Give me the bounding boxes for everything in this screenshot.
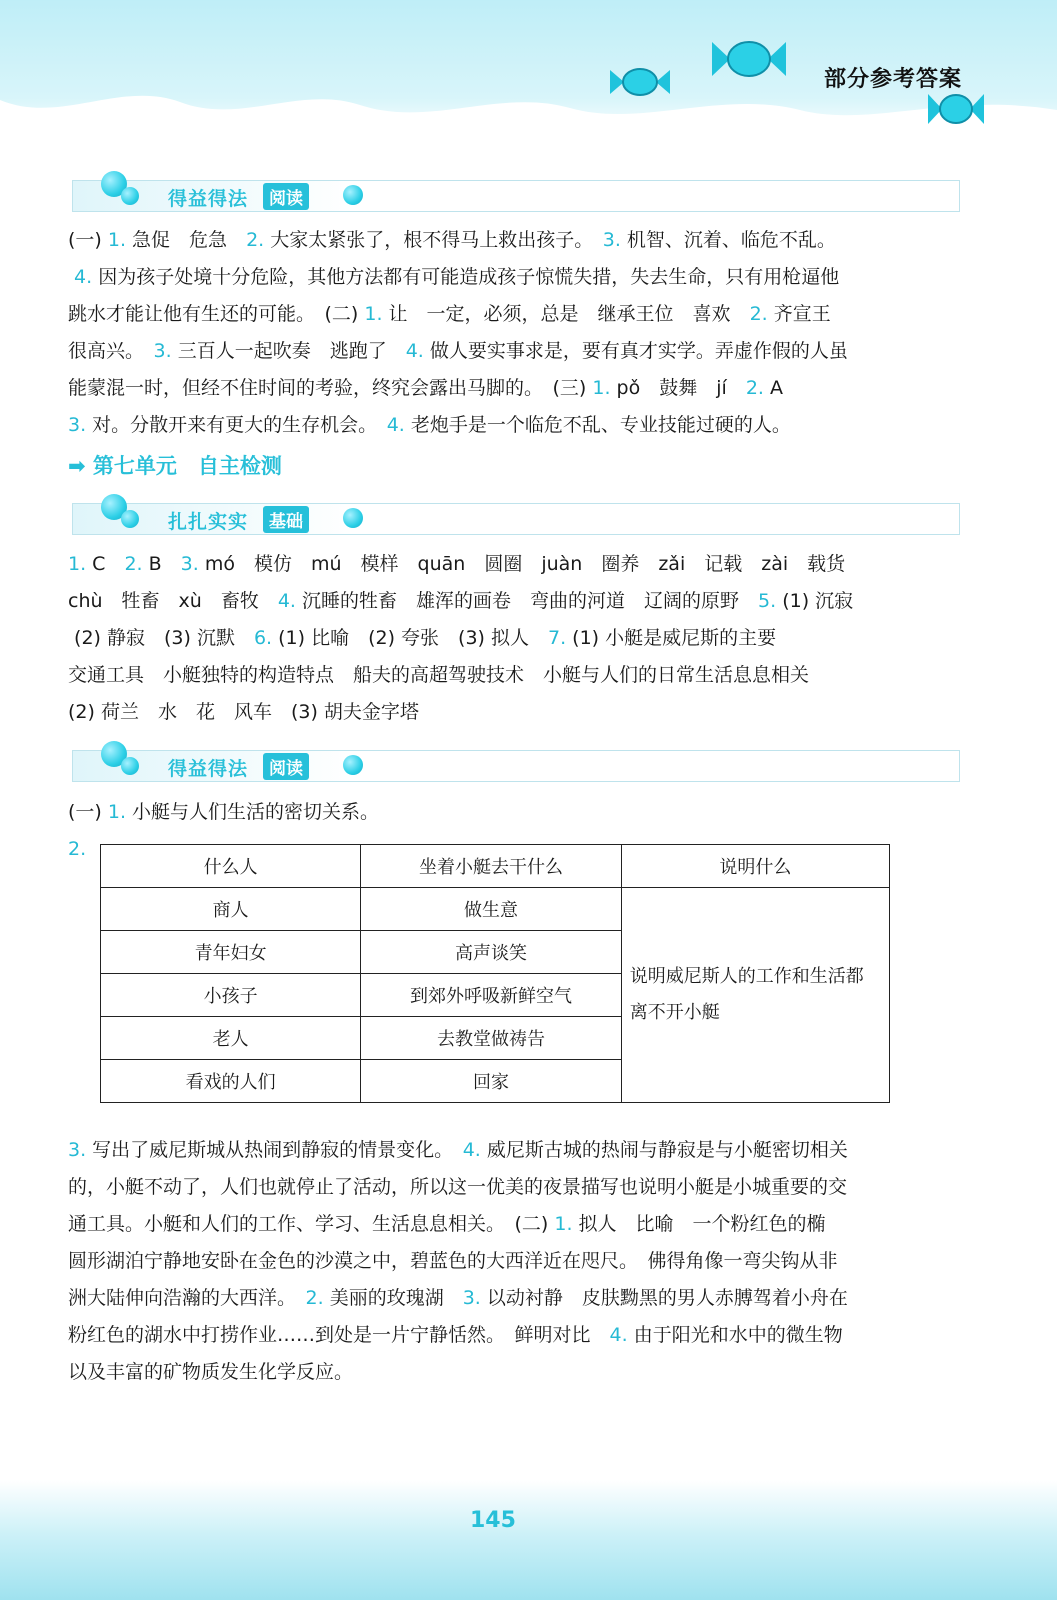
section-bar-basic (72, 503, 960, 535)
table-cell: 高声谈笑 (361, 931, 621, 974)
footer-band (0, 1480, 1057, 1600)
section-label: 得益得法 (168, 758, 249, 780)
table-cell: 青年妇女 (101, 931, 361, 974)
bubble-icon (343, 755, 363, 775)
answer-table (100, 844, 890, 1103)
table-header: 坐着小艇去干什么 (361, 845, 621, 888)
answer-block-2: 1. C 2. B 3. mó 模仿 mú 模样 quān 圆圈 juàn 圈养 zǎi 记载 zài 载货 chù 牲畜 xù 畜牧 4. 沉睡的牲畜 雄浑的画卷 弯曲的河道 辽阔的原野 5. (1) 沉寂 (2) 静寂 (3) 沉默 6. (1) 比喻 (2) 夸张 (3) 拟人 7. (1) 小艇是威尼斯的主要 交通工具 小艇独特的构造特点 船夫的高超驾驶技术 小艇与人们的日常生活息息相关 (2) 荷兰 水 花 风车 (3) 胡夫金字塔 (68, 553, 854, 723)
answer-block-4: 3. 写出了威尼斯城从热闹到静寂的情景变化。 4. 威尼斯古城的热闹与静寂是与小艇密切相关 的，小艇不动了，人们也就停止了活动，所以这一优美的夜景描写也说明小艇是小城重要的交 通工具。小艇和人们的工作、学习、生活息息相关。 (二) 1. 拟人 比喻 一个粉红色的椭 圆形湖泊宁静地安卧在金色的沙漠之中，碧蓝色的大西洋近在咫尺。 佛得角像一弯尖钩从非 洲大陆伸向浩瀚的大西洋。 2. 美丽的玫瑰湖 3. 以动衬静 皮肤黝黑的男人赤膊驾着小舟在 粉红色的湖水中打捞作业……到处是一片宁静恬然。 鲜明对比 4. 由于阳光和水中的微生物 以及丰富的矿物质发生化学反应。 (68, 1139, 848, 1383)
section-label: 扎扎实实 (168, 511, 249, 533)
answer-line-3: (一) 1. 小艇与人们生活的密切关系。 (68, 801, 380, 823)
table-cell: 回家 (361, 1060, 621, 1103)
bubble-icon (121, 757, 139, 775)
section-tag: 基础 (263, 506, 309, 533)
table-cell: 到郊外呼吸新鲜空气 (361, 974, 621, 1017)
bubble-icon (343, 185, 363, 205)
page-number: 145 (470, 1508, 516, 1533)
candy-icon-1 (610, 62, 670, 102)
table-cell: 做生意 (361, 888, 621, 931)
table-cell: 看戏的人们 (101, 1060, 361, 1103)
bubble-icon (343, 508, 363, 528)
candy-icon-2 (712, 32, 786, 86)
table-cell: 商人 (101, 888, 361, 931)
table-merged-cell: 说明威尼斯人的工作和生活都离不开小艇 (621, 888, 889, 1103)
table-header: 说明什么 (621, 845, 889, 888)
table-number: 2. (68, 838, 87, 860)
unit-title: ➡ 第七单元 自主检测 (68, 454, 282, 478)
section-tag: 阅读 (263, 183, 309, 210)
table-cell: 老人 (101, 1017, 361, 1060)
header-title: 部分参考答案 (823, 67, 962, 92)
section-bar-reading-2 (72, 750, 960, 782)
answer-block-1: (一) 1. 急促 危急 2. 大家太紧张了，根不得马上救出孩子。 3. 机智、沉着、临危不乱。 4. 因为孩子处境十分危险，其他方法都有可能造成孩子惊慌失措，失去生命，只有用枪逼他 跳水才能让他有生还的可能。 (二) 1. 让 一定，必须，总是 继承王位 喜欢 2. 齐宣王 很高兴。 3. 三百人一起吹奏 逃跑了 4. 做人要实事求是，要有真才实学。弄虚作假的人虽 能蒙混一时，但经不住时间的考验，终究会露出马脚的。 (三) 1. pǒ 鼓舞 jí 2. A 3. 对。分散开来有更大的生存机会。 4. 老炮手是一个临危不乱、专业技能过硬的人。 (68, 229, 848, 436)
table-cell: 小孩子 (101, 974, 361, 1017)
bubble-icon (121, 187, 139, 205)
bubble-icon (121, 510, 139, 528)
section-bar-reading-1 (72, 180, 960, 212)
section-label: 得益得法 (168, 188, 249, 210)
section-tag: 阅读 (263, 753, 309, 780)
table-cell: 去教堂做祷告 (361, 1017, 621, 1060)
table-header: 什么人 (101, 845, 361, 888)
